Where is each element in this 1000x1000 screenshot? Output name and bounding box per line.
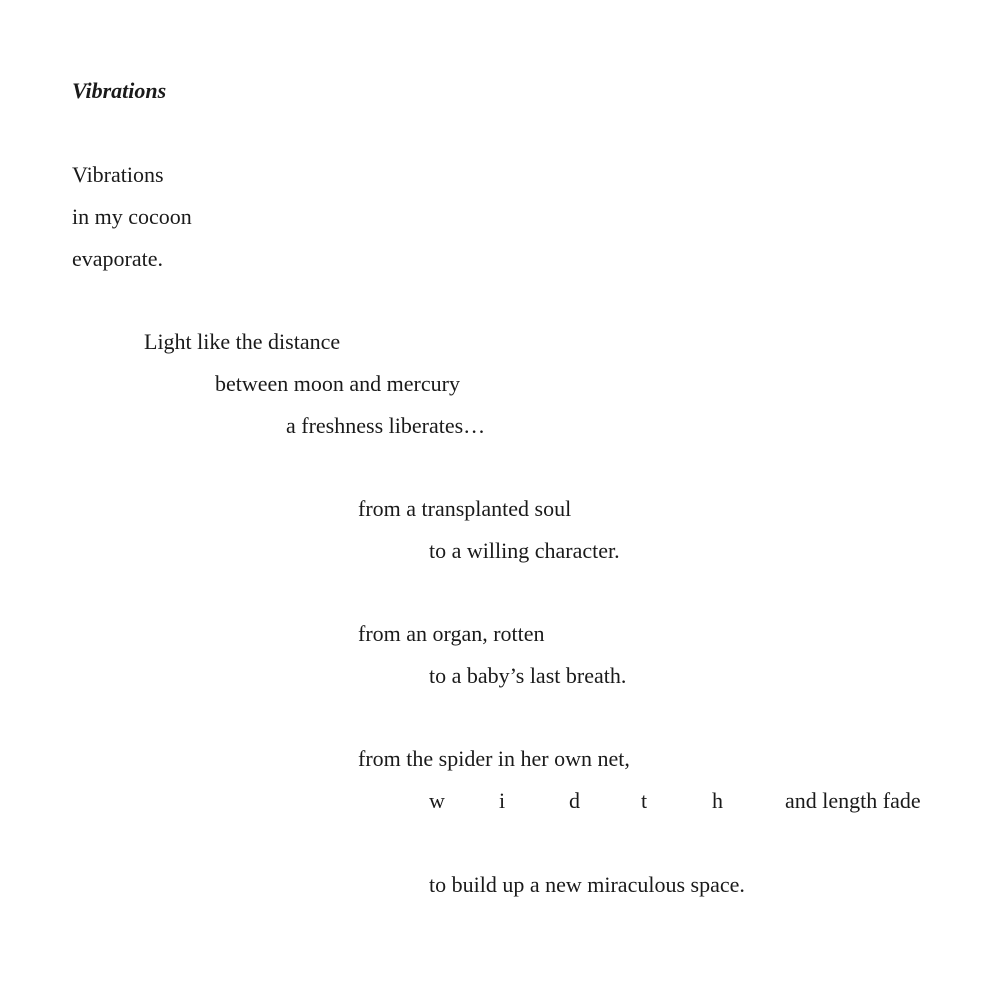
stanza5-line2-tail: and length fade	[785, 788, 921, 813]
stanza2-line2: between moon and mercury	[215, 371, 460, 396]
stanza5-line1: from the spider in her own net,	[358, 746, 630, 771]
poem-title: Vibrations	[72, 78, 167, 103]
width-letter-i: i	[499, 788, 506, 813]
width-letter-d: d	[569, 788, 580, 813]
stanza2-line3: a freshness liberates…	[286, 413, 486, 438]
width-letter-t: t	[641, 788, 648, 813]
width-letter-h: h	[712, 788, 723, 813]
stanza6-line1: to build up a new miraculous space.	[429, 872, 745, 897]
stanza1-line3: evaporate.	[72, 246, 163, 271]
stanza1-line1: Vibrations	[72, 162, 164, 187]
stanza3-line1: from a transplanted soul	[358, 496, 572, 521]
stanza2-line1: Light like the distance	[144, 329, 341, 354]
stanza3-line2: to a willing character.	[429, 538, 620, 563]
stanza4-line1: from an organ, rotten	[358, 621, 545, 646]
width-letter-w: w	[429, 788, 445, 813]
stanza1-line2: in my cocoon	[72, 204, 192, 229]
stanza4-line2: to a baby’s last breath.	[429, 663, 627, 688]
